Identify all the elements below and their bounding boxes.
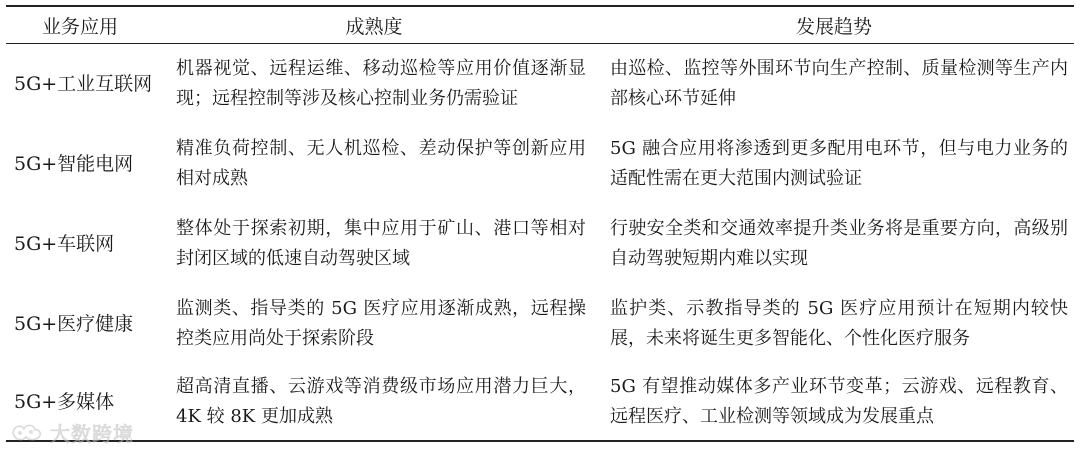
table-row	[6, 124, 1074, 204]
data-table	[6, 5, 1074, 442]
cell-maturity: 精准负荷控制、无人机巡检、差动保护等创新应用相对成熟	[176, 138, 586, 189]
watermark-text: 大数跨境	[50, 421, 134, 446]
watermark	[10, 420, 134, 444]
cell-trend: 5G 融合应用将渗透到更多配用电环节，但与电力业务的适配性需在更大范围内测试验证	[610, 138, 1068, 189]
data-table-container	[6, 5, 1074, 442]
cell-trend: 5G 有望推动媒体多产业环节变革；云游戏、远程教育、远程医疗、工业检测等领域成为发展重点	[594, 364, 1074, 441]
cell-maturity: 超高清直播、云游戏等消费级市场应用潜力巨大，4K 较 8K 更加成熟	[154, 364, 594, 441]
cell-maturity: 监测类、指导类的 5G 医疗应用逐渐成熟，远程操控类应用尚处于探索阶段	[176, 298, 586, 349]
table-row	[6, 364, 1074, 441]
table-row	[6, 44, 1074, 125]
header-application: 业务应用	[6, 6, 154, 44]
table-header	[6, 6, 1074, 44]
table-body	[6, 44, 1074, 442]
header-row	[6, 6, 1074, 44]
cell-application: 5G+工业互联网	[14, 73, 153, 95]
cell-maturity: 机器视觉、远程运维、移动巡检等应用价值逐渐显现；远程控制等涉及核心控制业务仍需验证	[176, 58, 586, 109]
header-trend: 发展趋势	[594, 6, 1074, 44]
cell-trend: 监护类、示教指导类的 5G 医疗应用预计在短期内较快展，未来将诞生更多智能化、个性化医疗服务	[610, 298, 1068, 349]
table-row	[6, 204, 1074, 284]
table-row	[6, 284, 1074, 364]
cell-application: 5G+车联网	[14, 233, 115, 255]
ink-splash-logo-icon	[10, 421, 44, 443]
cell-maturity: 整体处于探索初期，集中应用于矿山、港口等相对封闭区域的低速自动驾驶区域	[176, 218, 586, 269]
header-maturity: 成熟度	[154, 6, 594, 44]
cell-trend: 行驶安全类和交通效率提升类业务将是重要方向，高级别自动驾驶短期内难以实现	[610, 218, 1068, 269]
cell-application: 5G+多媒体	[6, 364, 154, 441]
cell-trend: 由巡检、监控等外围环节向生产控制、质量检测等生产内部核心环节延伸	[610, 58, 1068, 109]
cell-application: 5G+医疗健康	[14, 313, 134, 335]
cell-application: 5G+智能电网	[14, 153, 134, 175]
